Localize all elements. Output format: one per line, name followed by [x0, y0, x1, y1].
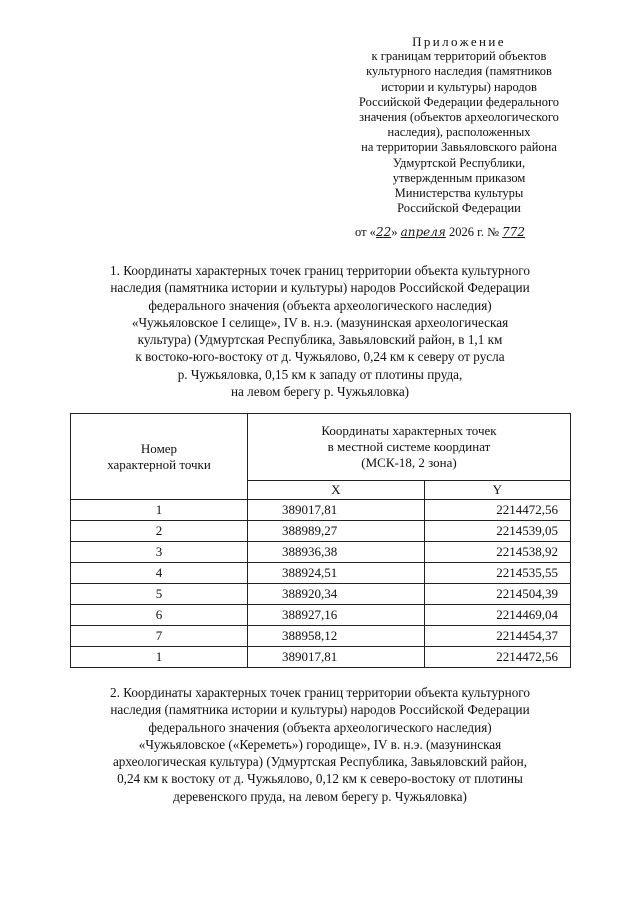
- header-text: Координаты характерных точек: [321, 423, 497, 438]
- point-number: 1: [71, 647, 248, 668]
- coord-x: 389017,81: [248, 500, 425, 521]
- header-text: Номер: [140, 440, 178, 456]
- section-line: «Чужьяловское («Кереметь») городище», IV в. н.э. (мазунинская: [138, 736, 502, 752]
- point-number: 6: [71, 605, 248, 626]
- section-1-heading: [70, 262, 570, 400]
- header-coordinates: [248, 414, 571, 481]
- section-line: к востоко-юго-востоку от д. Чужьялово, 0,24 км к северу от русла: [135, 349, 505, 365]
- header-y: Y: [424, 481, 570, 500]
- section-line: 2. Координаты характерных точек границ территории объекта культурного: [110, 685, 530, 700]
- appendix-line: Российской Федерации: [397, 201, 521, 216]
- table-row: [71, 605, 571, 626]
- point-number: 4: [71, 563, 248, 584]
- point-number: 5: [71, 584, 248, 605]
- coord-x: 388924,51: [248, 563, 425, 584]
- order-mid: »: [391, 225, 398, 239]
- point-number: 3: [71, 542, 248, 563]
- header-text: (МСК-18, 2 зона): [361, 455, 457, 470]
- coord-x: 388927,16: [248, 605, 425, 626]
- table-row: [71, 584, 571, 605]
- coord-y: 2214538,92: [424, 542, 570, 563]
- section-line: деревенского пруда, на левом берегу р. Чужьяловка): [173, 788, 467, 804]
- appendix-line: истории и культуры) народов: [381, 79, 537, 94]
- appendix-line: наследия), расположенных: [387, 125, 531, 140]
- coord-y: 2214454,37: [424, 626, 570, 647]
- header-point-number: [71, 414, 248, 500]
- appendix-line: утвержденным приказом: [392, 170, 526, 185]
- section-line: «Чужьяловское I селище», IV в. н.э. (мазунинская археологическая: [131, 314, 509, 330]
- coord-x: 388958,12: [248, 626, 425, 647]
- section-line: на левом берегу р. Чужьяловка): [230, 384, 410, 400]
- coord-y: 2214539,05: [424, 521, 570, 542]
- appendix-line: на территории Завьяловского района: [361, 140, 557, 155]
- appendix-line: Удмуртской Республики,: [392, 155, 526, 170]
- appendix-line: Российской Федерации федерального: [358, 94, 560, 109]
- appendix-line: Министерства культуры: [394, 186, 524, 201]
- section-line: р. Чужьяловка, 0,15 км к западу от плотины пруда,: [177, 366, 463, 382]
- coord-x: 388936,38: [248, 542, 425, 563]
- point-number: 7: [71, 626, 248, 647]
- section-line: культура) (Удмуртская Республика, Завьяловский район, в 1,1 км: [137, 332, 503, 348]
- coord-x: 389017,81: [248, 647, 425, 668]
- table-row: [71, 563, 571, 584]
- order-month: апреля: [400, 225, 446, 239]
- appendix-line: к границам территорий объектов: [371, 49, 547, 64]
- appendix-line: значения (объектов археологического: [359, 110, 559, 125]
- coord-x: 388920,34: [248, 584, 425, 605]
- order-prefix: от «: [355, 225, 376, 239]
- section-line: 0,24 км к востоку от д. Чужьялово, 0,12 км к северо-востоку от плотины: [117, 771, 523, 787]
- section-line: археологическая культура) (Удмуртская Республика, Завьяловский район,: [112, 754, 528, 770]
- header-text: характерной точки: [107, 456, 211, 472]
- order-date-number: [355, 225, 595, 240]
- coord-y: 2214472,56: [424, 500, 570, 521]
- coord-y: 2214504,39: [424, 584, 570, 605]
- table-row: [71, 521, 571, 542]
- section-2-heading: [70, 684, 570, 805]
- section-line: наследия (памятника истории и культуры) народов Российской Федерации: [110, 702, 530, 718]
- coord-y: 2214472,56: [424, 647, 570, 668]
- appendix-header: [330, 34, 588, 216]
- order-day: 22: [375, 225, 392, 239]
- order-number: 772: [502, 225, 526, 239]
- header-x: X: [248, 481, 425, 500]
- section-line: федерального значения (объекта археологического наследия): [148, 297, 492, 313]
- table-row: [71, 500, 571, 521]
- point-number: 2: [71, 521, 248, 542]
- coord-y: 2214535,55: [424, 563, 570, 584]
- table-row: [71, 542, 571, 563]
- table-row: [71, 647, 571, 668]
- coord-y: 2214469,04: [424, 605, 570, 626]
- section-line: наследия (памятника истории и культуры) народов Российской Федерации: [110, 280, 530, 296]
- appendix-line: культурного наследия (памятников: [366, 64, 552, 79]
- coord-x: 388989,27: [248, 521, 425, 542]
- appendix-title: Приложение: [412, 34, 506, 49]
- section-line: 1. Координаты характерных точек границ территории объекта культурного: [110, 263, 530, 278]
- point-number: 1: [71, 500, 248, 521]
- section-line: федерального значения (объекта археологического наследия): [148, 719, 492, 735]
- order-year: 2026 г. №: [448, 225, 500, 239]
- table-row: [71, 626, 571, 647]
- coordinates-table: [70, 413, 571, 668]
- header-text: в местной системе координат: [327, 439, 491, 454]
